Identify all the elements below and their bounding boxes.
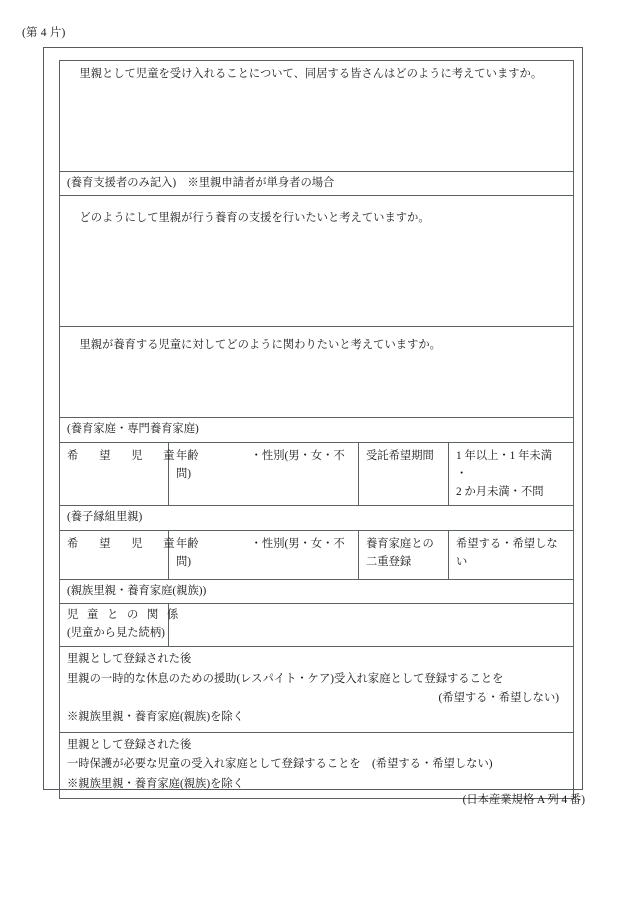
row-supporter-question-2 [60, 327, 574, 418]
foster-gender-label: ・性別(男・女・不 [250, 449, 345, 462]
child-relation-value [169, 604, 573, 612]
row-adoption-band [60, 506, 574, 530]
foster-period-option-2: 2 か月未満・不問 [456, 486, 544, 499]
row-foster-family-band [60, 418, 574, 442]
supporter-header-cell [60, 172, 574, 196]
foster-period-label: 受託希望期間 [366, 449, 434, 462]
adoption-dual-label-line-1: 養育家庭との [366, 537, 434, 550]
jis-standard-note: (日本産業規格 A 列 4 番) [462, 794, 585, 806]
adoption-dual-registration-value-cell[interactable] [449, 530, 574, 579]
temporary-protection-line-2[interactable]: 一時保護が必要な児童の受入れ家庭として登録することを (希望する・希望しない) [67, 758, 493, 771]
respite-care-line-1: 里親として登録された後 [67, 653, 192, 666]
temporary-protection-note: ※親族里親・養育家庭(親族)を除く [67, 777, 244, 790]
adoption-child-pref-label: 希 望 児 童 [67, 537, 180, 550]
supporter-answer-1-cell[interactable] [60, 196, 574, 327]
row-relative-band [60, 579, 574, 603]
foster-period-option-1: 1 年以上・1 年未満 [456, 449, 553, 462]
respite-care-cell[interactable] [60, 647, 574, 733]
foster-child-pref-label-cell [60, 442, 180, 506]
adoption-dual-label-line-2: 二重登録 [366, 556, 412, 569]
adoption-child-pref-label-cell [60, 530, 180, 579]
adoption-age-gender-cell[interactable] [169, 530, 359, 579]
child-relation-label-line-1: 児 童 と の 関 係 [67, 609, 182, 622]
child-relation-label-line-2: (児童から見た続柄) [67, 627, 165, 640]
row-cohabitants-question [60, 61, 574, 172]
supporter-header-text: (養育支援者のみ記入) ※里親申請者が単身者の場合 [67, 177, 335, 189]
foster-child-pref-label: 希 望 児 童 [67, 449, 180, 462]
temporary-protection-cell[interactable] [60, 732, 574, 798]
supporter-question-2-text: 里親が養育する児童に対してどのように関わりたいと考えていますか。 [79, 339, 441, 352]
adoption-dual-value: 希望する・希望しない [456, 537, 558, 569]
adoption-age-label: 年齢 [176, 537, 199, 550]
adoption-age-label-2: 問) [176, 556, 192, 569]
respite-care-note: ※親族里親・養育家庭(親族)を除く [67, 711, 244, 724]
supporter-answer-2-cell[interactable] [60, 327, 574, 418]
foster-period-value-cell[interactable] [449, 442, 574, 506]
row-supporter-header [60, 172, 574, 196]
relative-band-cell [60, 579, 574, 603]
adoption-dual-registration-label-cell [359, 530, 449, 579]
row-temporary-protection [60, 732, 574, 798]
foster-period-separator: ・ [456, 467, 468, 480]
respite-care-line-2: 里親の一時的な休息のための援助(レスパイト・ケア)受入れ家庭として登録することを [67, 672, 504, 685]
foster-age-gender-cell[interactable] [169, 442, 359, 506]
child-relation-label-cell [60, 604, 182, 647]
adoption-gender-label: ・性別(男・女・不 [250, 537, 345, 550]
cohabitants-answer-cell[interactable] [60, 61, 574, 172]
row-child-relation [60, 604, 574, 647]
sheet-label: (第 4 片) [22, 27, 66, 39]
supporter-question-1-text: どのようにして里親が行う養育の支援を行いたいと考えていますか。 [79, 212, 430, 225]
foster-family-band-cell [60, 418, 574, 442]
adoption-band-cell [60, 506, 574, 530]
foster-age-label: 年齢 [176, 449, 199, 462]
temporary-protection-line-1: 里親として登録された後 [67, 738, 192, 751]
row-foster-family-fields [60, 442, 574, 506]
cohabitants-question-text: 里親として児童を受け入れることについて、同居する皆さんはどのように考えていますか。 [79, 68, 543, 80]
relative-band-label: (親族里親・養育家庭(親族)) [67, 584, 207, 597]
adoption-band-label: (養子縁組里親) [67, 511, 143, 524]
foster-care-application-form [59, 60, 574, 799]
row-respite-care [60, 647, 574, 733]
foster-age-label-2: 問) [176, 467, 192, 480]
row-adoption-fields [60, 530, 574, 579]
respite-care-choice[interactable]: (希望する・希望しない) [438, 691, 560, 704]
foster-period-label-cell [359, 442, 449, 506]
row-supporter-question-1 [60, 196, 574, 327]
child-relation-value-cell[interactable] [169, 604, 574, 647]
foster-family-band-label: (養育家庭・専門養育家庭) [67, 423, 199, 436]
